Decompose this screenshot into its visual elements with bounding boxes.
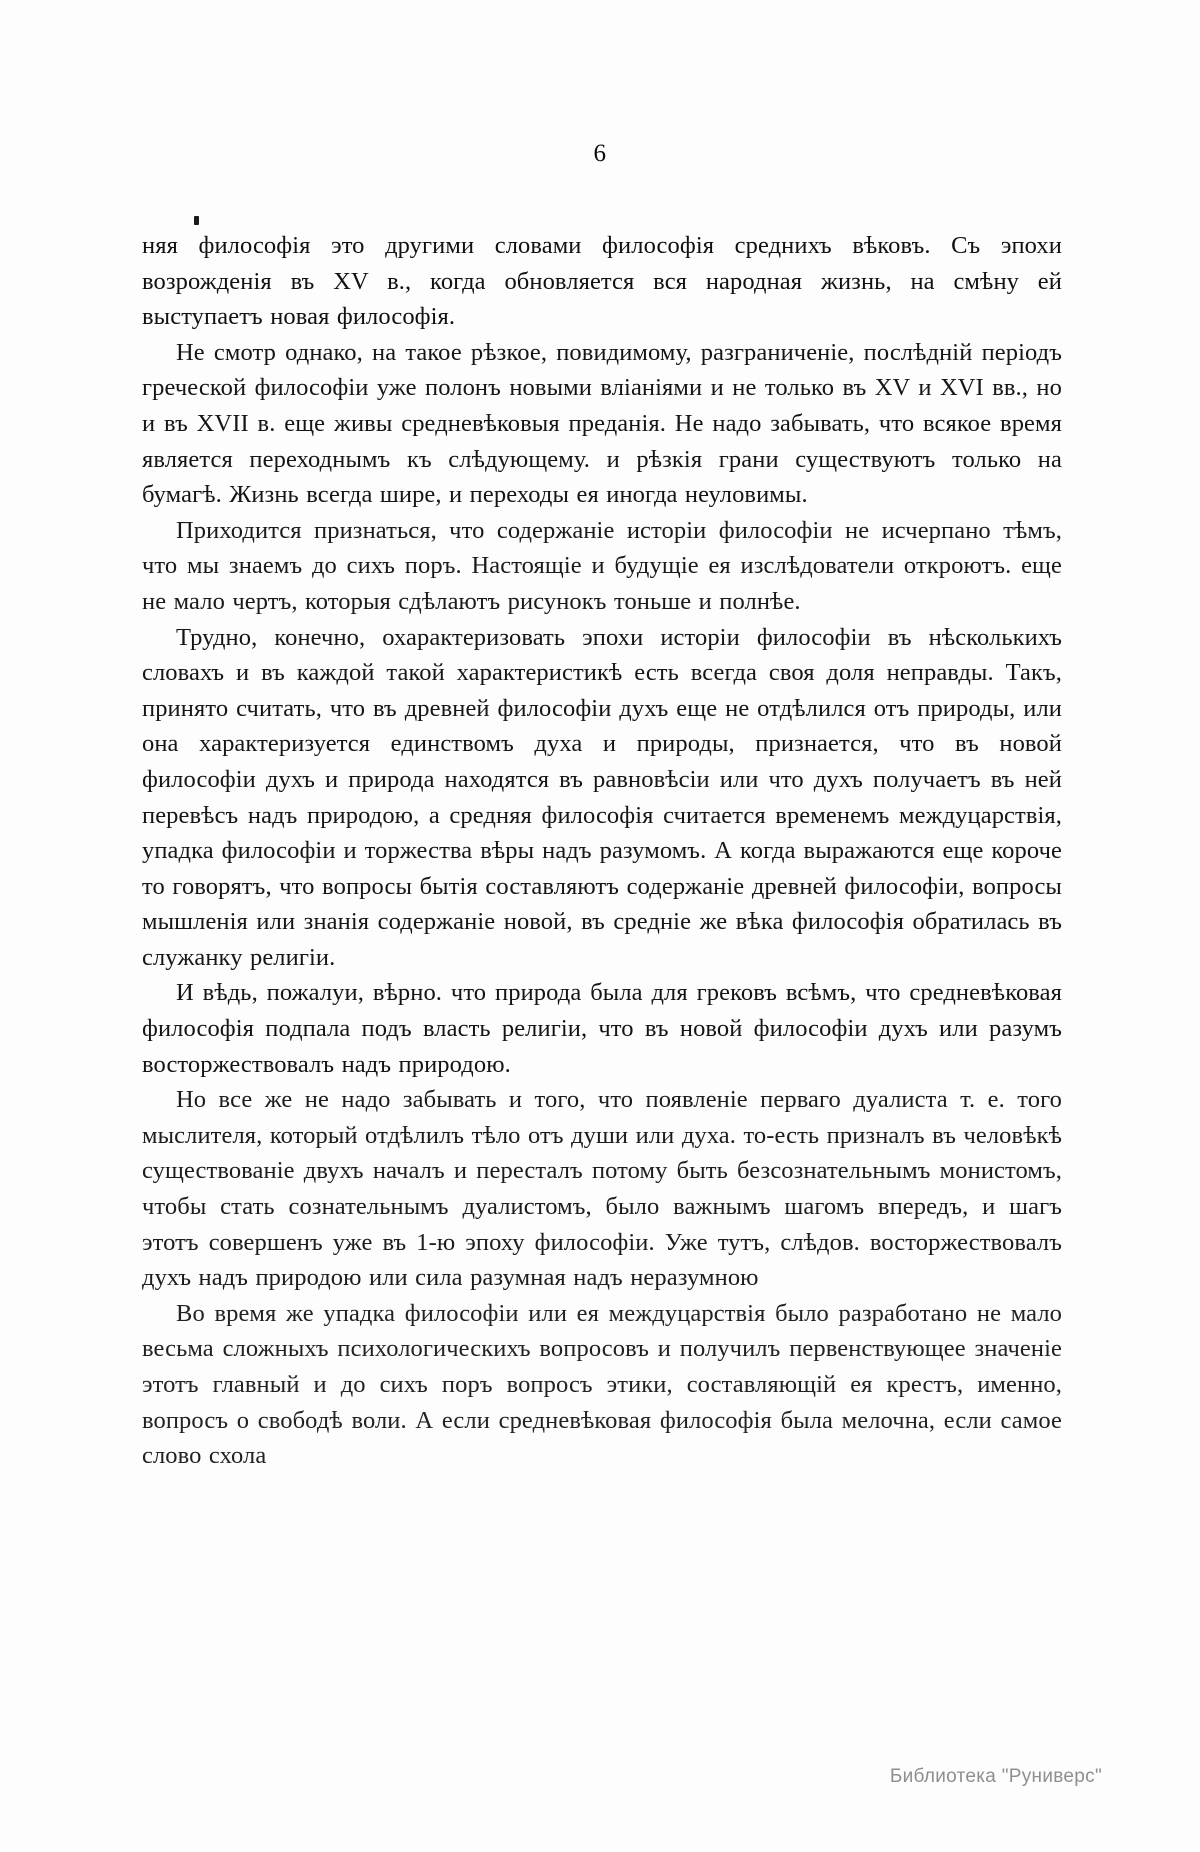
ink-speck bbox=[194, 216, 199, 225]
page-number: 6 bbox=[593, 140, 607, 167]
paragraph: Но все же не надо забывать и того, что появленіе перваго дуалиста т. е. того мыслителя, который отдѣлилъ тѣло отъ души или духа. то-есть призналъ въ человѣкѣ существованіе двухъ началъ и пересталъ потому быть безсознательнымъ монистомъ, чтобы стать сознательнымъ дуалистомъ, было важнымъ шагомъ впередъ, и шагъ этотъ совершенъ уже въ 1-ю эпоху философіи. Уже тутъ, слѣдов. восторжествовалъ духъ надъ природою или сила разумная надъ неразумною bbox=[142, 1086, 1062, 1292]
paragraph: Трудно, конечно, охарактеризовать эпохи исторіи философіи въ нѣсколькихъ словахъ и въ каждой такой характеристикѣ есть всегда своя доля неправды. Такъ, принято считать, что въ древней философіи духъ еще не отдѣлился отъ природы, или она характеризуется единствомъ духа и природы, признается, что въ новой философіи духъ и природа находятся въ равновѣсіи или что духъ получаетъ въ ней перевѣсъ надъ природою, а средняя философія считается временемъ междуцарствія, упадка философіи и торжества вѣры надъ разумомъ. А когда выражаются еще короче то говорятъ, что вопросы бытія составляютъ содержаніе древней философіи, вопросы мышленія или знанія содержаніе новой, въ среднie же вѣка философія обратилась въ служанку религіи. bbox=[142, 623, 1062, 971]
library-watermark: Библиотека "Руниверс" bbox=[889, 1766, 1102, 1787]
paragraph: И вѣдь, пожалуи, вѣрно. что природа была для грековъ всѣмъ, что средневѣковая философія подпала подъ власть религіи, что въ новой философіи духъ или разумъ восторжествовалъ надъ природою. bbox=[142, 979, 1062, 1078]
paragraph: Во время же упадка философіи или ея междуцарствія было разработано не мало весьма сложныхъ психологическихъ вопросовъ и получилъ первенствующее значеніе этотъ главный и до сихъ поръ вопросъ этики, составляющій ея крестъ, именно, вопросъ о свободѣ воли. А если средневѣковая философія была мелочна, если самое слово схола bbox=[142, 1299, 1062, 1470]
body-text bbox=[142, 228, 1062, 1474]
paragraph: Не смотр однако, на такое рѣзкое, повидимому, разграниченіе, послѣдній періодъ греческой философіи уже полонъ новыми вліаніями и не только въ XV и XVI вв., но и въ XVII в. еще живы средневѣковыя преданія. Не надо забывать, что всякое время является переходнымъ къ слѣдующему. и рѣзкія грани существуютъ только на бумагѣ. Жизнь всегда шире, и переходы ея иногда неуловимы. bbox=[142, 338, 1062, 509]
paragraph: няя философія это другими словами философія среднихъ вѣковъ. Съ эпохи возрожденія въ XV в., когда обновляется вся народная жизнь, на смѣну ей выступаетъ новая философія. bbox=[142, 232, 1062, 331]
paragraph: Приходится признаться, что содержаніе исторіи философіи не исчерпано тѣмъ, что мы знаемъ до сихъ поръ. Настоящіе и будущіе ея изслѣдователи откроютъ. еще не мало чертъ, которыя сдѣлаютъ рисунокъ тоньше и полнѣе. bbox=[142, 516, 1062, 615]
